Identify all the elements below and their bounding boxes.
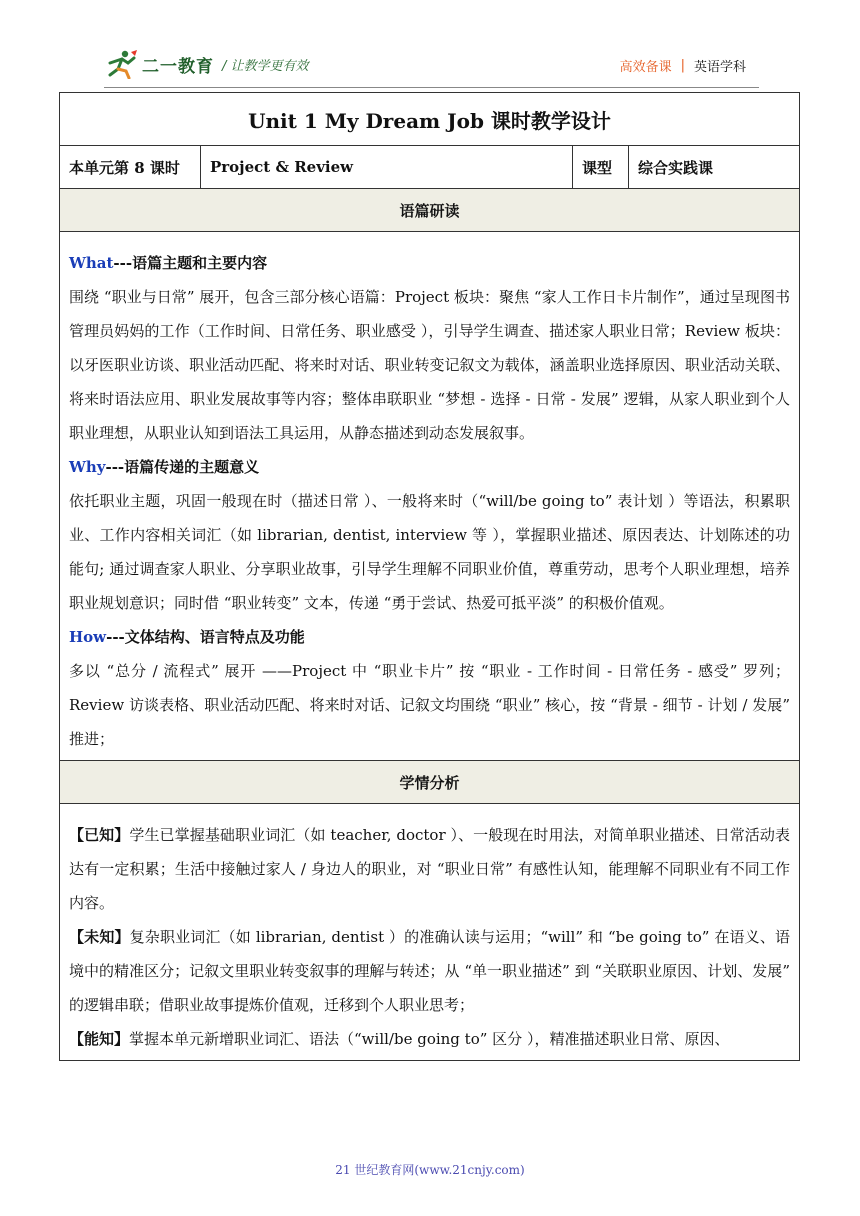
section-body-student-analysis [60, 804, 799, 1060]
subject-tag [620, 56, 746, 75]
what-paragraph: 围绕 “职业与日常” 展开，包含三部分核心语篇：Project 板块：聚焦 “家人工作日卡片制作”，通过呈现图书管理员妈妈的工作（工作时间、日常任务、职业感受 ），引导学生调查、描述家人职业日常；Review 板块：以牙医职业访谈、职业活动匹配、将来时对话、职业转变记叙文为载体，涵盖职业选择原因、职业活动关联、将来时语法应用、职业发展故事等内容；整体串联职业 “梦想 - 选择 - 日常 - 发展” 逻辑，从家人职业到个人职业理想，从职业认知到语法工具运用，从静态描述到动态发展叙事。 [69, 288, 790, 442]
subject-separator: | [680, 58, 685, 73]
why-heading: Why---语篇传递的主题意义 [69, 458, 260, 476]
brand-logo [104, 46, 214, 82]
how-paragraph: 多以 “总分 / 流程式” 展开 ——Project 中 “职业卡片” 按 “职业 - 工作时间 - 日常任务 - 感受” 罗列；Review 访谈表格、职业活动匹配、将来时对话、记叙文均围绕 “职业” 核心，按 “背景 - 细节 - 计划 / 发展” 推进； [69, 662, 790, 748]
lesson-number: 本单元第 8 课时 [60, 146, 201, 188]
lesson-design-table [59, 92, 800, 1061]
unknown-paragraph: 【未知】复杂职业词汇（如 librarian, dentist ）的准确认读与运用；“will” 和 “be going to” 在语义、语境中的精准区分；记叙文里职业转变叙事的理解与转述；从 “单一职业描述” 到 “关联职业原因、计划、发展” 的逻辑串联；借职业故事提炼价值观，迁移到个人职业思考； [69, 928, 790, 1014]
subject-highlight: 高效备课 [619, 60, 672, 75]
page-header [0, 0, 860, 90]
header-divider [104, 87, 759, 88]
section-heading-student-analysis: 学情分析 [60, 761, 799, 804]
slogan: / 让教学更有效 [222, 59, 309, 74]
lesson-type-label: 课型 [573, 146, 629, 188]
document-title: Unit 1 My Dream Job 课时教学设计 [60, 93, 799, 146]
how-heading: How---文体结构、语言特点及功能 [69, 628, 305, 646]
lesson-type-value: 综合实践课 [638, 158, 714, 177]
lesson-info-row [60, 146, 799, 189]
able-paragraph: 【能知】掌握本单元新增职业词汇、语法（“will/be going to” 区分 ），精准描述职业日常、原因、 [69, 1030, 730, 1048]
section-heading-text-analysis: 语篇研读 [60, 189, 799, 232]
runner-logo-icon [104, 49, 138, 79]
section-body-text-analysis [60, 232, 799, 761]
logo-text: 二一教育 [142, 56, 214, 77]
why-paragraph: 依托职业主题，巩固一般现在时（描述日常 ）、一般将来时（“will/be going to” 表计划 ）等语法，积累职业、工作内容相关词汇（如 librarian, dentist, interview 等 ），掌握职业描述、原因表达、计划陈述的功能句; 通过调查家人职业、分享职业故事，引导学生理解不同职业价值，尊重劳动，思考个人职业理想，培养职业规划意识；同时借 “职业转变” 文本，传递 “勇于尝试、热爱可抵平淡” 的积极价值观。 [69, 492, 790, 612]
subject-name: 英语学科 [693, 60, 746, 75]
what-heading: What---语篇主题和主要内容 [69, 254, 268, 272]
known-paragraph: 【已知】学生已掌握基础职业词汇（如 teacher, doctor ）、一般现在时用法，对简单职业描述、日常活动表达有一定积累；生活中接触过家人 / 身边人的职业，对 “职业日常” 有感性认知，能理解不同职业有不同工作内容。 [69, 826, 790, 912]
page-footer: 21 世纪教育网(www.21cnjy.com) [335, 1163, 525, 1177]
lesson-name: Project & Review [201, 146, 573, 188]
